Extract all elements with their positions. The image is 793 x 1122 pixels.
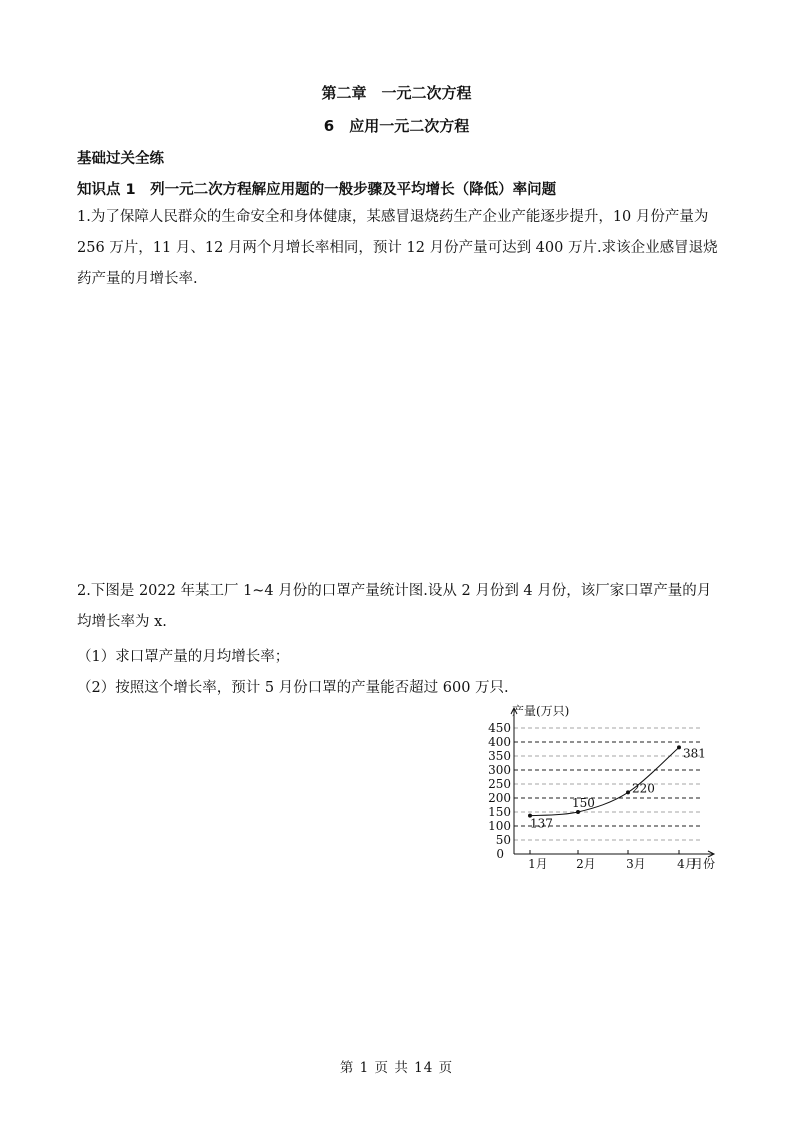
y-tick-label-400: 400 [488,735,511,749]
data-label-1: 137 [530,816,553,831]
y-tick-label-350: 350 [488,749,511,763]
y-tick-label-450: 450 [488,721,511,735]
question-2-part-1: （1）求口罩产量的月均增长率； [77,649,290,665]
origin-label: 0 [496,847,504,861]
chapter-title: 第二章 一元二次方程 [321,84,472,102]
y-tick-label-200: 200 [488,791,511,805]
y-tick-label-150: 150 [488,805,511,819]
page-footer: 第 1 页 共 14 页 [339,1060,454,1076]
series-line [530,747,679,815]
x-tick-label-4: 4月 [677,857,697,870]
practice-heading: 基础过关全练 [77,151,164,167]
question-2-intro: 2.下图是 2022 年某工厂 1~4 月份的口罩产量统计图.设从 2 月份到 4 月份，该厂家口罩产量的月均增长率为 x. [77,583,712,630]
y-tick-label-300: 300 [488,763,511,777]
data-label-4: 381 [683,746,706,761]
data-point-2 [576,810,580,814]
x-tick-label-2: 2月 [576,857,596,870]
data-label-3: 220 [632,781,655,796]
data-point-3 [626,790,630,794]
x-axis-title: 月份 [691,857,716,870]
y-tick-label-100: 100 [488,819,511,833]
knowledge-point-heading: 知识点 1 列一元二次方程解应用题的一般步骤及平均增长（降低）率问题 [77,182,557,198]
y-tick-label-250: 250 [488,777,511,791]
section-title: 6 应用一元二次方程 [323,117,470,135]
production-line-chart [482,700,727,870]
x-tick-label-3: 3月 [626,857,646,870]
x-tick-label-1: 1月 [528,857,548,870]
y-axis-title: 产量(万只) [512,704,570,718]
data-label-2: 150 [572,796,595,810]
question-1-text: 1.为了保障人民群众的生命安全和身体健康，某感冒退烧药生产企业产能逐步提升，10 月份产量为 256 万片，11 月、12 月两个月增长率相同，预计 12 月份产量可达到 400 万片.求该企业感冒退烧药产量的月增长率. [77,209,718,287]
y-tick-label-50: 50 [495,833,511,847]
question-2-part-2: （2）按照这个增长率，预计 5 月份口罩的产量能否超过 600 万只. [77,680,509,696]
data-point-4 [677,745,681,749]
